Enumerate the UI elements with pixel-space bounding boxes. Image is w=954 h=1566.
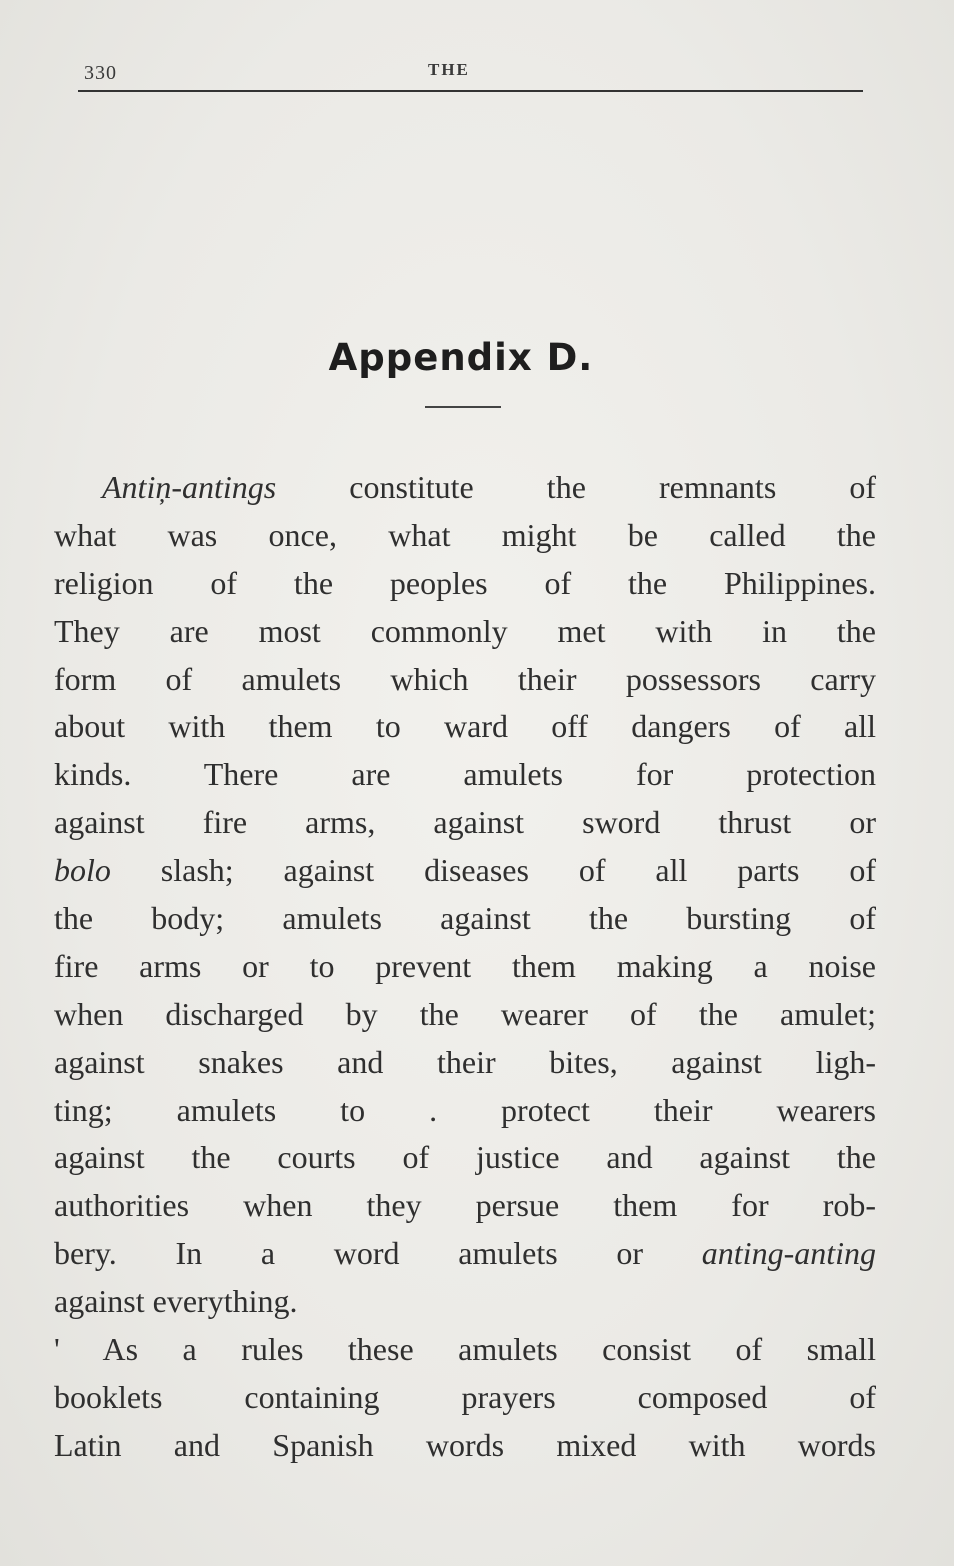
text-line: form of amulets which their possessors carry (54, 660, 876, 697)
text-line: They are most commonly met with in the (54, 612, 876, 649)
text-line: fire arms or to prevent them making a noise (54, 947, 876, 984)
header-rule (78, 90, 863, 92)
italic-term: Antiņ-antings (102, 469, 277, 505)
text-line: booklets containing prayers composed of (54, 1378, 876, 1415)
text-line: bolo slash; against diseases of all parts of (54, 852, 876, 889)
text-line: ting; amulets to . protect their wearers (54, 1091, 876, 1128)
running-head (78, 60, 863, 94)
text-line: when discharged by the wearer of the amulet; (54, 995, 876, 1032)
text-line: the body; amulets against the bursting of (54, 900, 876, 937)
text-line: against everything. (54, 1283, 298, 1320)
text-line: about with them to ward off dangers of all (54, 708, 876, 745)
title-rule (425, 406, 501, 408)
text-line: kinds. There are amulets for protection (54, 756, 876, 793)
text-line: Latin and Spanish words mixed with words (54, 1426, 876, 1463)
italic-term: bolo (54, 852, 111, 889)
text-line: religion of the peoples of the Philippines. (54, 564, 876, 601)
text-line: against fire arms, against sword thrust or (54, 804, 876, 841)
page-number: 330 (84, 62, 117, 84)
italic-term: anting-anting (701, 1235, 876, 1272)
running-title: THE (428, 60, 470, 79)
body-text (54, 464, 876, 1470)
text-line: ' As a rules these amulets consist of small (54, 1331, 876, 1368)
text-line: Antiņ-antings constitute the remnants of (102, 469, 876, 505)
text-line: what was once, what might be called the (54, 516, 876, 553)
text-line: against snakes and their bites, against ligh- (54, 1043, 876, 1080)
appendix-title: Appendix D. (328, 336, 594, 379)
text-line: bery. In a word amulets or anting-anting (54, 1235, 876, 1272)
text-line: authorities when they persue them for rob- (54, 1187, 876, 1224)
text-line: against the courts of justice and against the (54, 1139, 876, 1176)
